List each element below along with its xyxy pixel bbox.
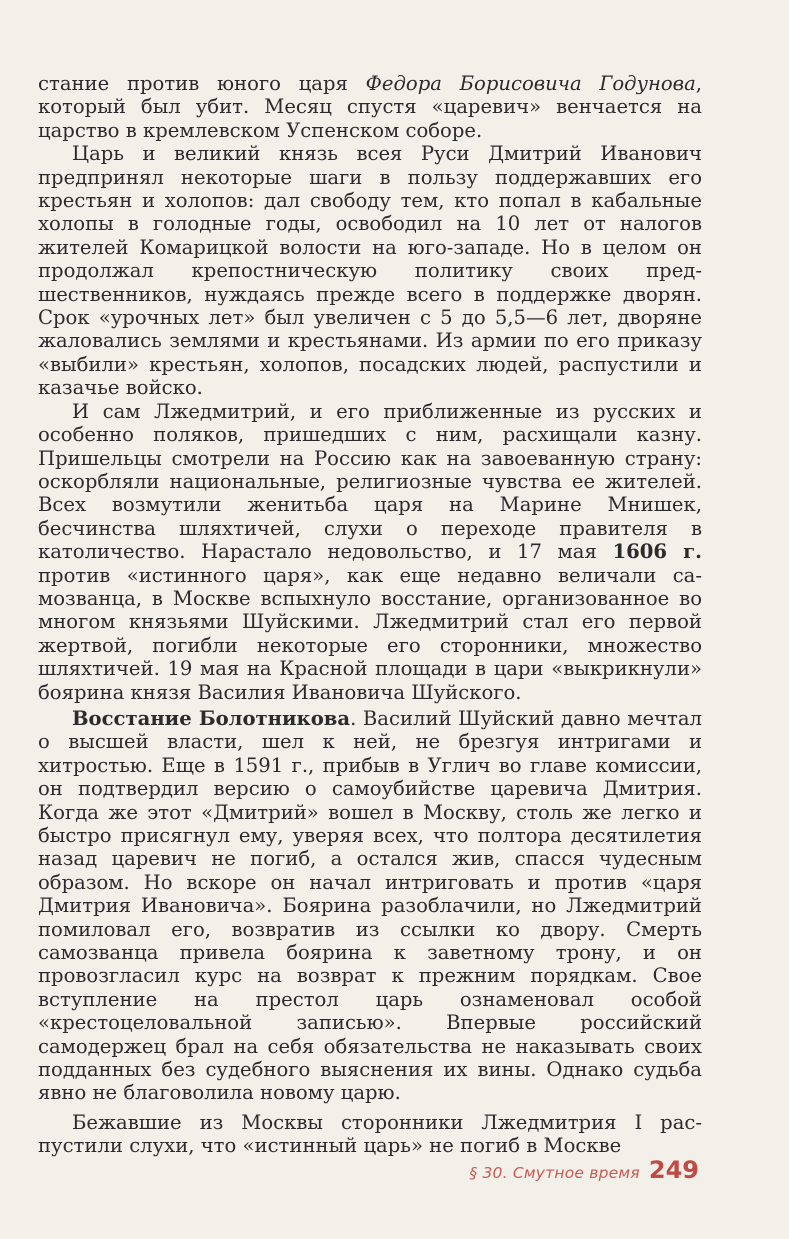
- tsar-name-italic: Федора Борисовича Годунова: [365, 72, 696, 95]
- paragraph-1-text-b: , который был убит. Месяц спустя «царевич» венчается на царство в кремлевском Успенском соборе.: [38, 72, 702, 142]
- paragraph-4-text: . Василий Шуйский давно мечтал о высшей власти, шел к ней, не брезгуя интригами и хитростью. Еще в 1591 г., прибыв в Углич во главе комиссии, он подтвердил версию о самоубийстве царевича Дмитрия. Когда же этот «Дмитрий» вошел в Москву, столь же легко и быстро присягнул ему, уверяя всех, что полтора десятилетия назад царевич не погиб, а остался жив, спасся чудесным образом. Но вскоре он начал интриговать и против «царя Дмитрия Ивановича». Боярина разоблачили, но Лжедмитрий помиловал его, возвратив из ссылки ко двору. Смерть самозванца привела боярина к заветному трону, и он провозгласил курс на возврат к прежним порядкам. Свое вступление на престол царь ознаменовал особой «крестоцеловальной записью». Впервые российский самодержец брал на себя обязательства не наказывать своих подданных без судебного выяснения их вины. Однако судьба явно не благоволила новому царю.: [38, 706, 703, 1105]
- footer-section-title: § 30. Смутное время: [469, 1164, 640, 1182]
- paragraph-1-text-a: стание против юного царя: [38, 72, 366, 95]
- year-1606-bold: 1606 г.: [612, 540, 702, 564]
- paragraph-4: [38, 707, 702, 1105]
- page-body: [38, 72, 702, 1158]
- paragraph-1: [38, 72, 702, 142]
- paragraph-2: Царь и великий князь всея Руси Дмитрий Иванович предпринял некоторые шаги в пользу поддержавших его крестьян и холопов: дал свободу тем, кто попал в кабальные холопы в голодные годы, освободил на 10 лет от налогов жителей Комарицкой волости на юго-западе. Но в целом он продолжал крепостническую политику своих предшественников, нуждаясь прежде всего в поддержке дворян. Срок «урочных лет» был увеличен с 5 до 5,5—6 лет, дворяне жаловались землями и крестьянами. Из армии по его приказу «выбили» крестьян, холопов, посадских людей, распустили и казачье войско.: [38, 142, 702, 400]
- paragraph-3: [38, 400, 702, 704]
- paragraph-5: Бежавшие из Москвы сторонники Лжедмитрия I распустили слухи, что «истинный царь» не погиб в Москве: [38, 1110, 702, 1158]
- paragraph-3-text-b: против «истинного царя», как еще недавно величали самозванца, в Москве вспыхнуло восстание, организованное во многом князьями Шуйскими. Лжедмитрий стал его первой жертвой, погибли некоторые его сторонники, множество шляхтичей. 19 мая на Красной площади в цари «выкрикнули» боярина князя Василия Ивановича Шуйского.: [38, 563, 702, 704]
- page-number: 249: [648, 1156, 699, 1184]
- section-heading-bolotnikov: Восстание Болотникова: [72, 706, 351, 730]
- paragraph-3-text-a: И сам Лжедмитрий, и его приближенные из русских и особенно поляков, пришедших с ним, расхищали казну. Пришельцы смотрели на Россию как на завоеванную страну: оскорбляли национальные, религиозные чувства ее жителей. Всех возмутили женитьба царя на Марине Мнишек, бесчинства шляхтичей, слухи о переходе правителя в католичество. Нарастало недовольство, и 17 мая: [38, 399, 702, 564]
- page-footer: [469, 1156, 699, 1184]
